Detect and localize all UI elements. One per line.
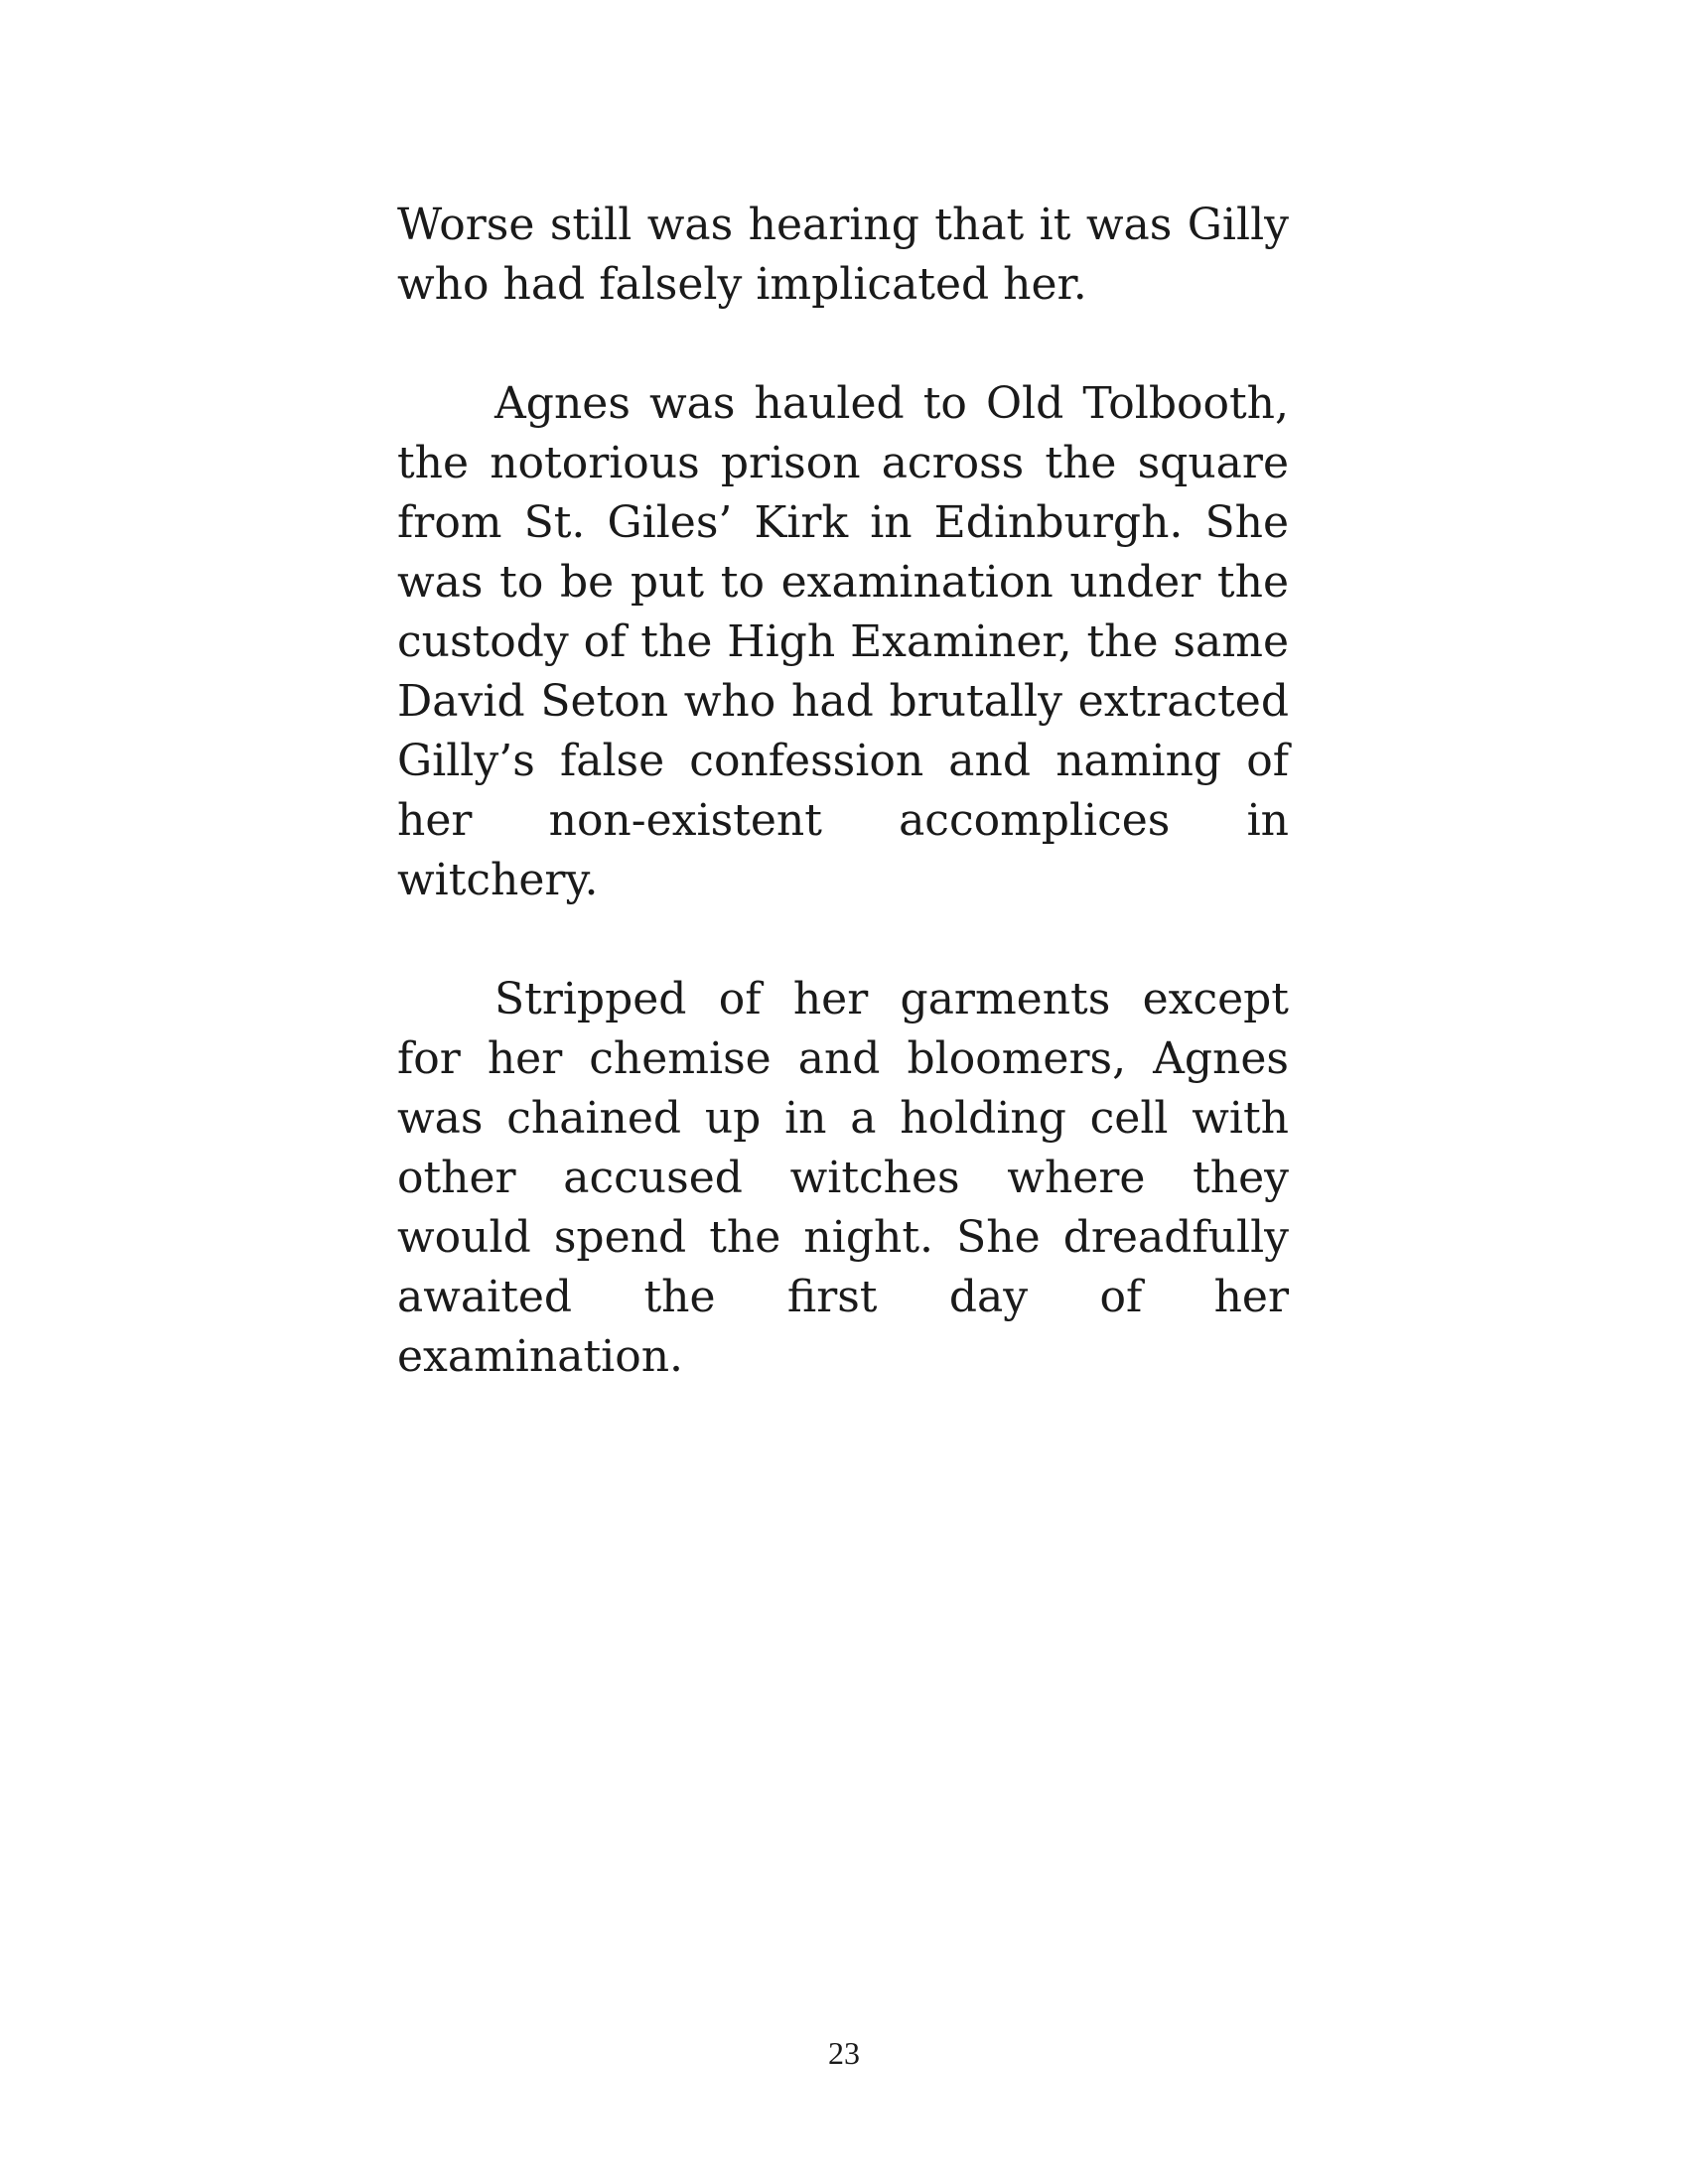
body-text [397,196,1289,1446]
paragraph-2: Agnes was hauled to Old Tolbooth, the notorious prison across the square from St. Giles’ Kirk in Edinburgh. She was to be put to examination under the custody of the High Examiner, the same David Seton who had brutally extracted Gilly’s false confession and naming of her non-existent accomplices in witchery. [397,378,1289,905]
paragraph-3: Stripped of her garments except for her chemise and bloomers, Agnes was chained up in a holding cell with other accused witches where they would spend the night. She dreadfully awaited the first day of her examination. [397,974,1289,1382]
page-number: 23 [828,2035,860,2071]
paragraph-1: Worse still was hearing that it was Gilly who had falsely implicated her. [397,200,1289,310]
